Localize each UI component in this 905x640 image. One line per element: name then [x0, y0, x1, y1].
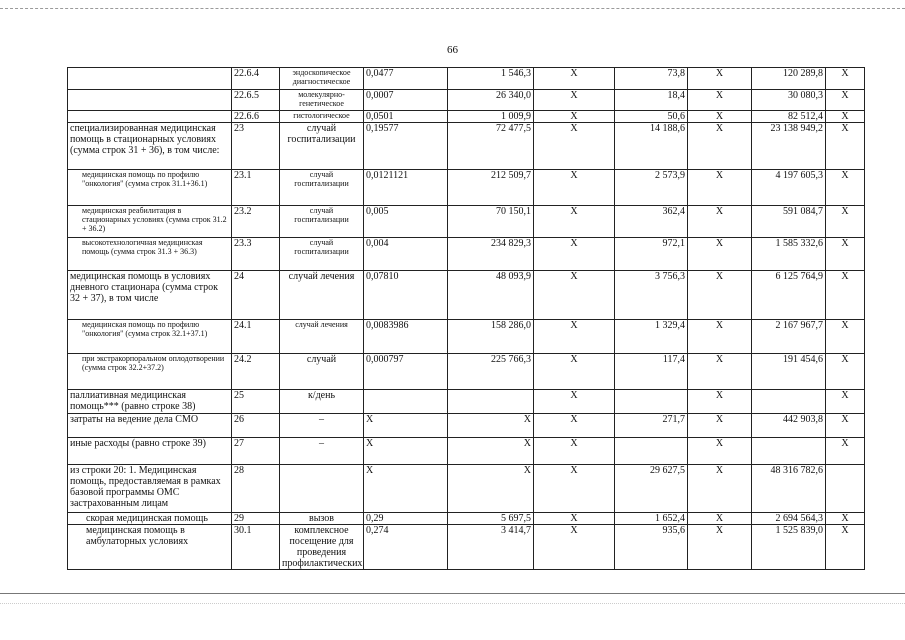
- cell-col4: 0,19577: [364, 123, 448, 170]
- cell-col2: 22.6.6: [232, 111, 280, 123]
- cell-col1: затраты на ведение дела СМО: [68, 414, 232, 438]
- cell-col5: 48 093,9: [448, 271, 534, 320]
- table-row: [68, 320, 865, 354]
- cell-col9: 1 525 839,0: [752, 525, 826, 570]
- cell-col10: X: [826, 68, 865, 90]
- cell-col5: 1 546,3: [448, 68, 534, 90]
- cell-col6: X: [534, 414, 615, 438]
- table-row: [68, 525, 865, 570]
- cell-col2: 26: [232, 414, 280, 438]
- cell-col9: 2 167 967,7: [752, 320, 826, 354]
- cell-col4: 0,005: [364, 206, 448, 238]
- cell-col5: 225 766,3: [448, 354, 534, 390]
- cell-col10: X: [826, 111, 865, 123]
- cell-col3: случай госпитализации: [280, 170, 364, 206]
- cell-col1: высокотехнологичная медицинская помощь (сумма строк 31.3 + 36.3): [68, 238, 232, 271]
- cell-col7: 362,4: [615, 206, 688, 238]
- cell-col7: 1 652,4: [615, 513, 688, 525]
- cell-col5: 5 697,5: [448, 513, 534, 525]
- table-row: [68, 123, 865, 170]
- cell-col5: 212 509,7: [448, 170, 534, 206]
- cell-col10: X: [826, 390, 865, 414]
- cell-col8: X: [688, 438, 752, 465]
- cell-col3: случай госпитализации: [280, 206, 364, 238]
- table-row: [68, 271, 865, 320]
- table-row: [68, 354, 865, 390]
- cell-col7: 14 188,6: [615, 123, 688, 170]
- cell-col1: паллиативная медицинская помощь*** (равно строке 38): [68, 390, 232, 414]
- cell-col6: X: [534, 170, 615, 206]
- cell-col2: 22.6.5: [232, 90, 280, 111]
- cell-col6: X: [534, 438, 615, 465]
- scan-bottom-edge-shadow: [0, 603, 905, 604]
- cell-col3: –: [280, 438, 364, 465]
- cell-col4: X: [364, 414, 448, 438]
- cell-col8: X: [688, 513, 752, 525]
- cell-col8: X: [688, 111, 752, 123]
- cell-col7: 1 329,4: [615, 320, 688, 354]
- scan-bottom-edge: [0, 593, 905, 594]
- cell-col1: скорая медицинская помощь: [68, 513, 232, 525]
- cell-col4: 0,004: [364, 238, 448, 271]
- cell-col8: X: [688, 271, 752, 320]
- cell-col5: 158 286,0: [448, 320, 534, 354]
- cell-col8: X: [688, 238, 752, 271]
- cell-col4: X: [364, 465, 448, 513]
- cell-col3: эндоскопическое диагностическое: [280, 68, 364, 90]
- cell-col5: 70 150,1: [448, 206, 534, 238]
- cell-col9: 1 585 332,6: [752, 238, 826, 271]
- cell-col10: X: [826, 238, 865, 271]
- cell-col3: комплексное посещение для проведения профилактических: [280, 525, 364, 570]
- cell-col5: X: [448, 438, 534, 465]
- cell-col8: X: [688, 206, 752, 238]
- cell-col7: 18,4: [615, 90, 688, 111]
- cell-col8: X: [688, 90, 752, 111]
- cell-col3: случай лечения: [280, 271, 364, 320]
- table-row: [68, 111, 865, 123]
- cell-col1: [68, 90, 232, 111]
- cell-col2: 25: [232, 390, 280, 414]
- cell-col4: 0,274: [364, 525, 448, 570]
- cell-col9: 23 138 949,2: [752, 123, 826, 170]
- cell-col5: [448, 390, 534, 414]
- financing-table: [67, 67, 865, 570]
- cell-col1: медицинская реабилитация в стационарных условиях (сумма строк 31.2 + 36.2): [68, 206, 232, 238]
- table-row: [68, 414, 865, 438]
- cell-col8: X: [688, 465, 752, 513]
- cell-col6: X: [534, 90, 615, 111]
- cell-col3: гистологическое: [280, 111, 364, 123]
- cell-col7: 50,6: [615, 111, 688, 123]
- cell-col9: 2 694 564,3: [752, 513, 826, 525]
- table-row: [68, 68, 865, 90]
- cell-col1: медицинская помощь по профилю "онкология" (сумма строк 32.1+37.1): [68, 320, 232, 354]
- cell-col8: X: [688, 414, 752, 438]
- cell-col9: [752, 390, 826, 414]
- cell-col7: 2 573,9: [615, 170, 688, 206]
- cell-col1: [68, 68, 232, 90]
- cell-col7: 972,1: [615, 238, 688, 271]
- cell-col1: иные расходы (равно строке 39): [68, 438, 232, 465]
- cell-col10: X: [826, 513, 865, 525]
- cell-col6: X: [534, 525, 615, 570]
- cell-col4: 0,0083986: [364, 320, 448, 354]
- cell-col7: 73,8: [615, 68, 688, 90]
- cell-col9: 82 512,4: [752, 111, 826, 123]
- cell-col4: 0,000797: [364, 354, 448, 390]
- cell-col3: молекулярно-генетическое: [280, 90, 364, 111]
- cell-col9: 120 289,8: [752, 68, 826, 90]
- cell-col7: 117,4: [615, 354, 688, 390]
- cell-col9: 48 316 782,6: [752, 465, 826, 513]
- table-row: [68, 238, 865, 271]
- cell-col5: 26 340,0: [448, 90, 534, 111]
- cell-col7: 3 756,3: [615, 271, 688, 320]
- cell-col6: X: [534, 513, 615, 525]
- cell-col5: 1 009,9: [448, 111, 534, 123]
- cell-col3: к/день: [280, 390, 364, 414]
- cell-col6: X: [534, 320, 615, 354]
- cell-col6: X: [534, 271, 615, 320]
- cell-col1: медицинская помощь в условиях дневного стационара (сумма строк 32 + 37), в том числе: [68, 271, 232, 320]
- table-row: [68, 465, 865, 513]
- cell-col9: 6 125 764,9: [752, 271, 826, 320]
- table-row: [68, 90, 865, 111]
- cell-col7: 29 627,5: [615, 465, 688, 513]
- cell-col9: 4 197 605,3: [752, 170, 826, 206]
- cell-col4: 0,0007: [364, 90, 448, 111]
- cell-col4: 0,07810: [364, 271, 448, 320]
- cell-col2: 23.2: [232, 206, 280, 238]
- cell-col8: X: [688, 170, 752, 206]
- cell-col2: 29: [232, 513, 280, 525]
- cell-col3: вызов: [280, 513, 364, 525]
- cell-col9: [752, 438, 826, 465]
- cell-col10: X: [826, 414, 865, 438]
- cell-col4: 0,0501: [364, 111, 448, 123]
- cell-col2: 24.2: [232, 354, 280, 390]
- cell-col8: X: [688, 123, 752, 170]
- cell-col7: 935,6: [615, 525, 688, 570]
- cell-col9: 191 454,6: [752, 354, 826, 390]
- cell-col10: X: [826, 354, 865, 390]
- cell-col6: X: [534, 390, 615, 414]
- cell-col3: случай госпитализации: [280, 238, 364, 271]
- table-row: [68, 390, 865, 414]
- scan-top-edge: [0, 8, 905, 9]
- page-number: 66: [447, 44, 458, 56]
- cell-col4: X: [364, 438, 448, 465]
- cell-col2: 23.3: [232, 238, 280, 271]
- cell-col7: [615, 390, 688, 414]
- cell-col10: X: [826, 123, 865, 170]
- cell-col1: медицинская помощь по профилю "онкология" (сумма строк 31.1+36.1): [68, 170, 232, 206]
- cell-col8: X: [688, 320, 752, 354]
- cell-col5: 72 477,5: [448, 123, 534, 170]
- table-row: [68, 513, 865, 525]
- cell-col4: 0,29: [364, 513, 448, 525]
- cell-col5: X: [448, 414, 534, 438]
- cell-col6: X: [534, 354, 615, 390]
- cell-col6: X: [534, 238, 615, 271]
- cell-col3: –: [280, 414, 364, 438]
- cell-col10: X: [826, 438, 865, 465]
- cell-col3: случай госпитализации: [280, 123, 364, 170]
- cell-col1: при экстракорпоральном оплодотворении (сумма строк 32.2+37.2): [68, 354, 232, 390]
- cell-col4: [364, 390, 448, 414]
- cell-col6: X: [534, 206, 615, 238]
- cell-col2: 24.1: [232, 320, 280, 354]
- cell-col6: X: [534, 68, 615, 90]
- table-row: [68, 170, 865, 206]
- table-row: [68, 206, 865, 238]
- cell-col8: X: [688, 68, 752, 90]
- cell-col4: 0,0121121: [364, 170, 448, 206]
- cell-col7: [615, 438, 688, 465]
- cell-col10: X: [826, 271, 865, 320]
- cell-col10: X: [826, 320, 865, 354]
- cell-col1: [68, 111, 232, 123]
- cell-col1: медицинская помощь в амбулаторных условиях: [68, 525, 232, 570]
- cell-col2: 28: [232, 465, 280, 513]
- cell-col4: 0,0477: [364, 68, 448, 90]
- cell-col8: X: [688, 390, 752, 414]
- cell-col2: 27: [232, 438, 280, 465]
- cell-col6: X: [534, 111, 615, 123]
- cell-col10: X: [826, 206, 865, 238]
- table-row: [68, 438, 865, 465]
- cell-col2: 23: [232, 123, 280, 170]
- cell-col8: X: [688, 354, 752, 390]
- cell-col8: X: [688, 525, 752, 570]
- cell-col2: 23.1: [232, 170, 280, 206]
- cell-col3: случай: [280, 354, 364, 390]
- cell-col2: 24: [232, 271, 280, 320]
- cell-col6: X: [534, 465, 615, 513]
- cell-col1: специализированная медицинская помощь в стационарных условиях (сумма строк 31 + 36), в том числе:: [68, 123, 232, 170]
- cell-col3: случай лечения: [280, 320, 364, 354]
- cell-col9: 591 084,7: [752, 206, 826, 238]
- cell-col3: [280, 465, 364, 513]
- cell-col10: X: [826, 90, 865, 111]
- cell-col2: 22.6.4: [232, 68, 280, 90]
- cell-col9: 442 903,8: [752, 414, 826, 438]
- cell-col1: из строки 20: 1. Медицинская помощь, предоставляемая в рамках базовой программы ОМС застрахованным лицам: [68, 465, 232, 513]
- cell-col2: 30.1: [232, 525, 280, 570]
- cell-col9: 30 080,3: [752, 90, 826, 111]
- cell-col10: [826, 465, 865, 513]
- cell-col5: 234 829,3: [448, 238, 534, 271]
- cell-col6: X: [534, 123, 615, 170]
- cell-col5: 3 414,7: [448, 525, 534, 570]
- cell-col5: X: [448, 465, 534, 513]
- cell-col10: X: [826, 170, 865, 206]
- cell-col10: X: [826, 525, 865, 570]
- cell-col7: 271,7: [615, 414, 688, 438]
